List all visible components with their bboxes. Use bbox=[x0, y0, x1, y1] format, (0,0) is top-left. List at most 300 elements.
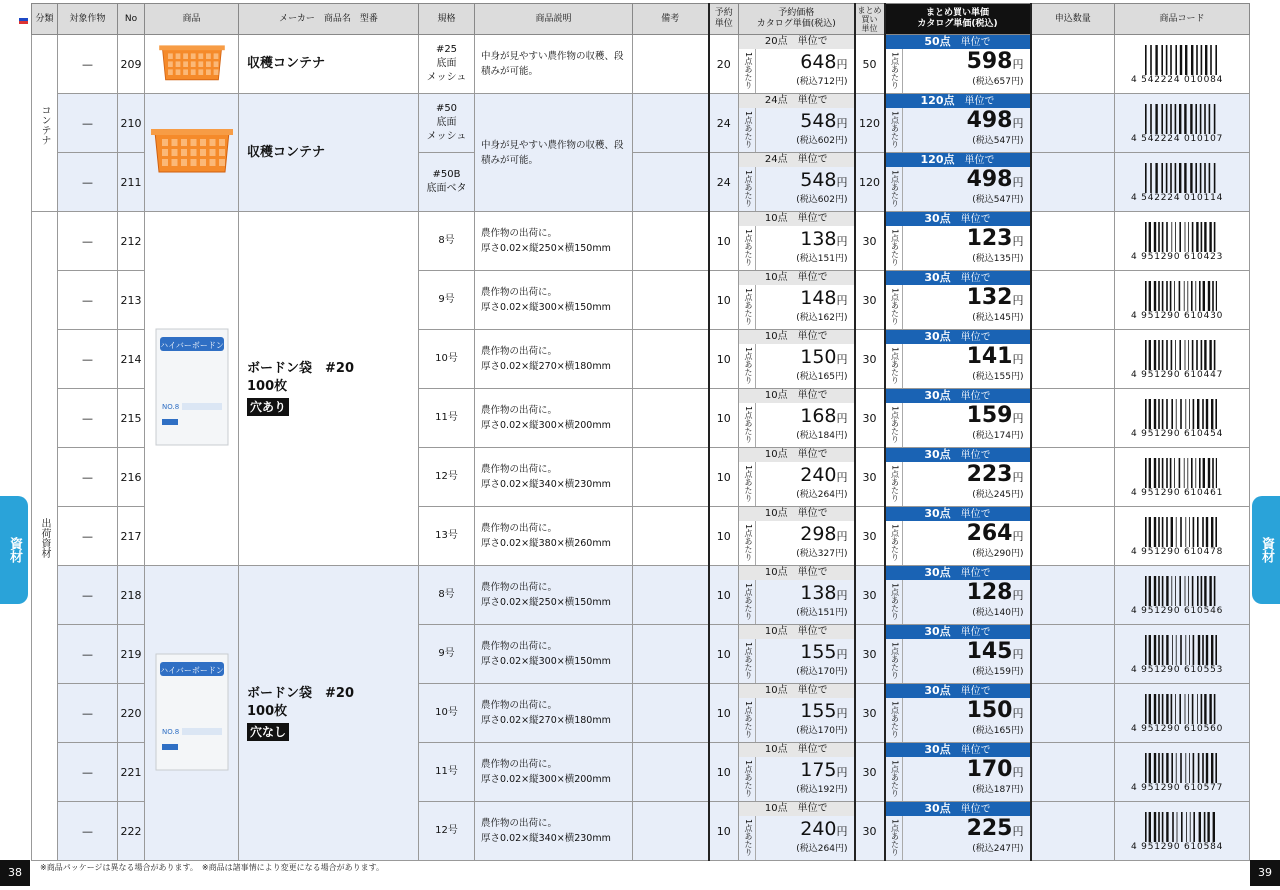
per-unit-label: 1点あたり bbox=[739, 403, 756, 447]
desc-cell: 農作物の出荷に。 厚さ0.02×縦340×横230mm bbox=[475, 802, 633, 861]
crop-cell: — bbox=[58, 212, 118, 271]
code-cell bbox=[1115, 153, 1250, 212]
yen-label: 円 bbox=[1012, 648, 1024, 661]
resv-unit-banner bbox=[739, 212, 854, 226]
crop-cell: — bbox=[58, 684, 118, 743]
bulk-price-value: 170 bbox=[966, 757, 1013, 782]
crop-cell: — bbox=[58, 448, 118, 507]
note-cell bbox=[633, 389, 709, 448]
bulk-unit-cell: 120 bbox=[855, 94, 885, 153]
page-number-right: 39 bbox=[1250, 860, 1280, 886]
resv-price bbox=[800, 404, 847, 431]
yen-label: 円 bbox=[1012, 353, 1024, 366]
resv-unit-count: 10点 bbox=[764, 803, 788, 814]
resv-price-value: 168 bbox=[800, 405, 837, 427]
col-crop: 対象作物 bbox=[58, 4, 118, 35]
side-tab-left: 資材 bbox=[0, 496, 28, 604]
barcode-icon bbox=[1145, 340, 1217, 370]
per-unit-label: 1点あたり bbox=[739, 285, 756, 329]
bulk-unit-banner bbox=[886, 743, 1030, 757]
per-unit-label: 1点あたり bbox=[739, 580, 756, 624]
table-row bbox=[32, 35, 1250, 94]
resv-price bbox=[800, 168, 847, 195]
bulk-price bbox=[967, 345, 1024, 372]
bulk-price-value: 128 bbox=[966, 580, 1013, 605]
bulk-unit-banner bbox=[886, 507, 1030, 521]
resv-unit-banner bbox=[739, 684, 854, 698]
bulk-tax: (税込135円) bbox=[972, 254, 1024, 264]
resv-unit-count: 24点 bbox=[764, 154, 788, 165]
desc-cell: 農作物の出荷に。 厚さ0.02×縦250×横150mm bbox=[475, 212, 633, 271]
barcode-icon bbox=[1145, 576, 1217, 606]
svg-text:ハイバーボードン: ハイバーボードン bbox=[159, 665, 224, 675]
resv-tax: (税込184円) bbox=[796, 431, 848, 441]
yen-label: 円 bbox=[836, 58, 848, 71]
resv-tax: (税込170円) bbox=[796, 667, 848, 677]
bulk-unit-banner bbox=[886, 389, 1030, 403]
code-cell bbox=[1115, 330, 1250, 389]
product-code: 4 542224 010107 bbox=[1131, 134, 1224, 144]
bulk-price-value: 141 bbox=[966, 344, 1013, 369]
bulk-price-cell bbox=[885, 507, 1031, 566]
unit-suffix: 単位で bbox=[797, 331, 828, 342]
unit-suffix: 単位で bbox=[797, 95, 828, 106]
bulk-price bbox=[967, 522, 1024, 549]
resv-unit-banner bbox=[739, 743, 854, 757]
crop-cell: — bbox=[58, 389, 118, 448]
order-qty-input[interactable] bbox=[1031, 507, 1115, 566]
desc-cell: 農作物の出荷に。 厚さ0.02×縦300×横150mm bbox=[475, 271, 633, 330]
bulk-unit-banner bbox=[886, 271, 1030, 285]
bulk-price-cell bbox=[885, 330, 1031, 389]
bulk-unit-count: 30点 bbox=[924, 684, 951, 697]
order-qty-input[interactable] bbox=[1031, 625, 1115, 684]
yen-label: 円 bbox=[1012, 707, 1024, 720]
bulk-price bbox=[967, 168, 1024, 195]
spec-cell: 9号 bbox=[419, 271, 475, 330]
resv-price-cell bbox=[739, 625, 855, 684]
spec-cell: 10号 bbox=[419, 684, 475, 743]
flag-icon bbox=[19, 18, 28, 24]
resv-price bbox=[800, 345, 847, 372]
barcode-icon bbox=[1145, 812, 1217, 842]
spec-cell: 9号 bbox=[419, 625, 475, 684]
spec-cell: #25 底面 メッシュ bbox=[419, 35, 475, 94]
resv-unit-cell: 24 bbox=[709, 153, 739, 212]
bulk-price-value: 132 bbox=[966, 285, 1013, 310]
product-name-cell bbox=[239, 212, 419, 566]
resv-tax: (税込264円) bbox=[796, 844, 848, 854]
resv-price-value: 155 bbox=[800, 641, 837, 663]
yen-label: 円 bbox=[836, 825, 848, 838]
bulk-unit-banner bbox=[886, 330, 1030, 344]
bulk-unit-count: 30点 bbox=[924, 389, 951, 402]
bulk-unit-cell: 30 bbox=[855, 271, 885, 330]
unit-suffix: 単位で bbox=[797, 36, 828, 47]
crop-cell: — bbox=[58, 330, 118, 389]
col-order-qty: 申込数量 bbox=[1031, 4, 1115, 35]
resv-price bbox=[800, 522, 847, 549]
product-image-cell bbox=[145, 35, 239, 94]
bulk-tax: (税込159円) bbox=[972, 667, 1024, 677]
unit-suffix: 単位で bbox=[960, 450, 991, 461]
crate-image bbox=[149, 43, 235, 83]
unit-suffix: 単位で bbox=[960, 509, 991, 520]
crop-cell: — bbox=[58, 507, 118, 566]
unit-suffix: 単位で bbox=[960, 568, 991, 579]
resv-tax: (税込170円) bbox=[796, 726, 848, 736]
resv-unit-cell: 10 bbox=[709, 566, 739, 625]
spec-cell: 13号 bbox=[419, 507, 475, 566]
resv-price-cell bbox=[739, 507, 855, 566]
note-cell bbox=[633, 507, 709, 566]
yen-label: 円 bbox=[836, 117, 848, 130]
bulk-unit-count: 50点 bbox=[924, 35, 951, 48]
note-cell bbox=[633, 212, 709, 271]
per-unit-label: 1点あたり bbox=[886, 639, 903, 683]
unit-suffix: 単位で bbox=[960, 627, 991, 638]
resv-unit-banner bbox=[739, 35, 854, 49]
resv-unit-count: 10点 bbox=[764, 567, 788, 578]
bulk-price bbox=[967, 109, 1024, 136]
yen-label: 円 bbox=[1012, 471, 1024, 484]
bulk-price-value: 145 bbox=[966, 639, 1013, 664]
per-unit-label: 1点あたり bbox=[886, 226, 903, 270]
resv-unit-cell: 10 bbox=[709, 625, 739, 684]
resv-unit-banner bbox=[739, 448, 854, 462]
resv-price-cell bbox=[739, 802, 855, 861]
col-code: 商品コード bbox=[1115, 4, 1250, 35]
resv-tax: (税込151円) bbox=[796, 608, 848, 618]
code-cell bbox=[1115, 625, 1250, 684]
resv-unit-cell: 10 bbox=[709, 330, 739, 389]
col-spec: 規格 bbox=[419, 4, 475, 35]
bulk-price-cell bbox=[885, 94, 1031, 153]
note-cell bbox=[633, 330, 709, 389]
bulk-unit-banner bbox=[886, 212, 1030, 226]
product-code: 4 951290 610423 bbox=[1131, 252, 1224, 262]
per-unit-label: 1点あたり bbox=[739, 639, 756, 683]
code-cell bbox=[1115, 271, 1250, 330]
code-cell bbox=[1115, 94, 1250, 153]
table-row bbox=[32, 212, 1250, 271]
bulk-unit-cell: 30 bbox=[855, 743, 885, 802]
resv-tax: (税込151円) bbox=[796, 254, 848, 264]
resv-unit-count: 10点 bbox=[764, 390, 788, 401]
bulk-unit-banner bbox=[886, 802, 1030, 816]
bulk-price-value: 123 bbox=[966, 226, 1013, 251]
barcode-icon bbox=[1145, 458, 1217, 488]
table-row bbox=[32, 566, 1250, 625]
resv-price-cell bbox=[739, 94, 855, 153]
bulk-price bbox=[967, 463, 1024, 490]
bulk-unit-cell: 30 bbox=[855, 802, 885, 861]
yen-label: 円 bbox=[836, 648, 848, 661]
yen-label: 円 bbox=[1012, 825, 1024, 838]
resv-price bbox=[800, 758, 847, 785]
code-cell bbox=[1115, 684, 1250, 743]
resv-price-value: 548 bbox=[800, 110, 837, 132]
resv-price-value: 138 bbox=[800, 582, 837, 604]
product-code: 4 951290 610553 bbox=[1131, 665, 1224, 675]
resv-price-cell bbox=[739, 212, 855, 271]
resv-unit-cell: 10 bbox=[709, 448, 739, 507]
resv-price bbox=[800, 109, 847, 136]
desc-cell: 農作物の出荷に。 厚さ0.02×縦300×横150mm bbox=[475, 625, 633, 684]
code-cell bbox=[1115, 507, 1250, 566]
resv-tax: (税込602円) bbox=[796, 195, 848, 205]
per-unit-label: 1点あたり bbox=[739, 167, 756, 211]
code-cell bbox=[1115, 389, 1250, 448]
resv-price bbox=[800, 50, 847, 77]
svg-text:ハイバーボードン: ハイバーボードン bbox=[159, 341, 224, 350]
unit-suffix: 単位で bbox=[960, 391, 991, 402]
order-qty-input[interactable] bbox=[1031, 566, 1115, 625]
per-unit-label: 1点あたり bbox=[739, 521, 756, 565]
bulk-unit-cell: 30 bbox=[855, 330, 885, 389]
resv-unit-cell: 10 bbox=[709, 507, 739, 566]
resv-price bbox=[800, 286, 847, 313]
bulk-price bbox=[967, 581, 1024, 608]
resv-price-cell bbox=[739, 271, 855, 330]
bulk-unit-count: 30点 bbox=[924, 448, 951, 461]
order-qty-input[interactable] bbox=[1031, 94, 1115, 153]
unit-suffix: 単位で bbox=[960, 332, 991, 343]
yen-label: 円 bbox=[836, 589, 848, 602]
bulk-price bbox=[967, 640, 1024, 667]
footer-note: ※商品パッケージは異なる場合があります。 ※商品は諸事情により変更になる場合があります。 bbox=[40, 863, 384, 872]
resv-price-value: 298 bbox=[800, 523, 837, 545]
bulk-tax: (税込187円) bbox=[972, 785, 1024, 795]
resv-price-cell bbox=[739, 389, 855, 448]
barcode-icon bbox=[1145, 281, 1217, 311]
crate-image bbox=[149, 123, 235, 179]
order-qty-input[interactable] bbox=[1031, 212, 1115, 271]
resv-price-value: 148 bbox=[800, 287, 837, 309]
bulk-price-value: 225 bbox=[966, 816, 1013, 841]
per-unit-label: 1点あたり bbox=[886, 344, 903, 388]
table-header bbox=[32, 4, 1250, 35]
bulk-price-cell bbox=[885, 271, 1031, 330]
product-name: 収穫コンテナ bbox=[239, 35, 419, 94]
no-cell: 222 bbox=[118, 802, 145, 861]
per-unit-label: 1点あたり bbox=[739, 108, 756, 152]
order-qty-input[interactable] bbox=[1031, 743, 1115, 802]
code-cell bbox=[1115, 35, 1250, 94]
resv-unit-count: 10点 bbox=[764, 744, 788, 755]
unit-suffix: 単位で bbox=[960, 273, 991, 284]
spec-cell: 12号 bbox=[419, 448, 475, 507]
barcode-icon bbox=[1145, 694, 1217, 724]
unit-suffix: 単位で bbox=[797, 213, 828, 224]
resv-unit-banner bbox=[739, 330, 854, 344]
bulk-price-cell bbox=[885, 684, 1031, 743]
resv-unit-count: 10点 bbox=[764, 449, 788, 460]
product-code: 4 542224 010084 bbox=[1131, 75, 1224, 85]
bulk-price-cell bbox=[885, 448, 1031, 507]
resv-price bbox=[800, 463, 847, 490]
resv-price-value: 648 bbox=[800, 51, 837, 73]
resv-unit-count: 10点 bbox=[764, 685, 788, 696]
resv-unit-banner bbox=[739, 625, 854, 639]
no-cell: 209 bbox=[118, 35, 145, 94]
order-qty-input[interactable] bbox=[1031, 389, 1115, 448]
product-name: ボードン袋 #20 bbox=[247, 361, 354, 376]
bulk-unit-count: 30点 bbox=[924, 271, 951, 284]
resv-unit-cell: 10 bbox=[709, 271, 739, 330]
bulk-tax: (税込245円) bbox=[972, 490, 1024, 500]
spec-cell: 8号 bbox=[419, 212, 475, 271]
per-unit-label: 1点あたり bbox=[739, 698, 756, 742]
product-code: 4 542224 010114 bbox=[1131, 193, 1224, 203]
crop-cell: — bbox=[58, 802, 118, 861]
order-qty-input[interactable] bbox=[1031, 448, 1115, 507]
yen-label: 円 bbox=[836, 471, 848, 484]
resv-tax: (税込712円) bbox=[796, 77, 848, 87]
bulk-unit-cell: 30 bbox=[855, 448, 885, 507]
yen-label: 円 bbox=[836, 530, 848, 543]
resv-unit-cell: 10 bbox=[709, 684, 739, 743]
order-qty-input[interactable] bbox=[1031, 684, 1115, 743]
resv-unit-cell: 10 bbox=[709, 743, 739, 802]
bulk-tax: (税込547円) bbox=[972, 136, 1024, 146]
bulk-price-cell bbox=[885, 389, 1031, 448]
bulk-price-cell bbox=[885, 625, 1031, 684]
order-qty-input[interactable] bbox=[1031, 153, 1115, 212]
spec-cell: #50B 底面ベタ bbox=[419, 153, 475, 212]
page-number-left: 38 bbox=[0, 860, 30, 886]
order-qty-input[interactable] bbox=[1031, 330, 1115, 389]
no-cell: 212 bbox=[118, 212, 145, 271]
bulk-unit-count: 120点 bbox=[920, 94, 955, 107]
order-qty-input[interactable] bbox=[1031, 802, 1115, 861]
resv-unit-count: 20点 bbox=[764, 36, 788, 47]
spec-cell: 12号 bbox=[419, 802, 475, 861]
no-cell: 213 bbox=[118, 271, 145, 330]
yen-label: 円 bbox=[1012, 530, 1024, 543]
resv-unit-banner bbox=[739, 153, 854, 167]
unit-suffix: 単位で bbox=[960, 745, 991, 756]
yen-label: 円 bbox=[836, 766, 848, 779]
bulk-unit-count: 120点 bbox=[920, 153, 955, 166]
bulk-unit-cell: 30 bbox=[855, 625, 885, 684]
yen-label: 円 bbox=[1012, 235, 1024, 248]
spec-cell: #50 底面 メッシュ bbox=[419, 94, 475, 153]
product-qty: 100枚 bbox=[247, 703, 288, 719]
col-resv-price: 予約価格 カタログ単価(税込) bbox=[739, 4, 855, 35]
spec-cell: 10号 bbox=[419, 330, 475, 389]
bulk-price-cell bbox=[885, 212, 1031, 271]
crop-cell: — bbox=[58, 35, 118, 94]
code-cell bbox=[1115, 448, 1250, 507]
yen-label: 円 bbox=[836, 294, 848, 307]
note-cell bbox=[633, 566, 709, 625]
bulk-tax: (税込174円) bbox=[972, 431, 1024, 441]
resv-unit-cell: 24 bbox=[709, 94, 739, 153]
no-cell: 214 bbox=[118, 330, 145, 389]
product-code: 4 951290 610461 bbox=[1131, 488, 1224, 498]
resv-unit-banner bbox=[739, 802, 854, 816]
bulk-unit-cell: 30 bbox=[855, 684, 885, 743]
unit-suffix: 単位で bbox=[964, 96, 995, 107]
per-unit-label: 1点あたり bbox=[886, 816, 903, 860]
per-unit-label: 1点あたり bbox=[739, 816, 756, 860]
order-qty-input[interactable] bbox=[1031, 271, 1115, 330]
bulk-price-value: 498 bbox=[966, 167, 1013, 192]
yen-label: 円 bbox=[836, 412, 848, 425]
unit-suffix: 単位で bbox=[797, 626, 828, 637]
barcode-icon bbox=[1145, 222, 1217, 252]
resv-tax: (税込264円) bbox=[796, 490, 848, 500]
unit-suffix: 単位で bbox=[797, 154, 828, 165]
per-unit-label: 1点あたり bbox=[886, 167, 903, 211]
per-unit-label: 1点あたり bbox=[886, 49, 903, 93]
product-code: 4 951290 610560 bbox=[1131, 724, 1224, 734]
no-cell: 218 bbox=[118, 566, 145, 625]
yen-label: 円 bbox=[1012, 766, 1024, 779]
bulk-price bbox=[967, 817, 1024, 844]
resv-unit-banner bbox=[739, 389, 854, 403]
product-image-cell bbox=[145, 566, 239, 861]
resv-price-cell bbox=[739, 330, 855, 389]
order-qty-input[interactable] bbox=[1031, 35, 1115, 94]
bulk-unit-banner bbox=[886, 566, 1030, 580]
unit-suffix: 単位で bbox=[797, 508, 828, 519]
bulk-price bbox=[967, 404, 1024, 431]
product-table-wrap bbox=[31, 3, 1249, 861]
desc-cell: 農作物の出荷に。 厚さ0.02×縦270×横180mm bbox=[475, 330, 633, 389]
resv-unit-cell: 20 bbox=[709, 35, 739, 94]
desc-cell: 農作物の出荷に。 厚さ0.02×縦270×横180mm bbox=[475, 684, 633, 743]
col-desc: 商品説明 bbox=[475, 4, 633, 35]
col-resv-unit: 予約 単位 bbox=[709, 4, 739, 35]
desc-cell: 農作物の出荷に。 厚さ0.02×縦340×横230mm bbox=[475, 448, 633, 507]
resv-price bbox=[800, 640, 847, 667]
yen-label: 円 bbox=[1012, 117, 1024, 130]
resv-unit-count: 10点 bbox=[764, 331, 788, 342]
bulk-unit-count: 30点 bbox=[924, 330, 951, 343]
per-unit-label: 1点あたり bbox=[739, 49, 756, 93]
unit-suffix: 単位で bbox=[797, 390, 828, 401]
no-cell: 216 bbox=[118, 448, 145, 507]
note-cell bbox=[633, 684, 709, 743]
resv-unit-banner bbox=[739, 566, 854, 580]
no-cell: 211 bbox=[118, 153, 145, 212]
table-row bbox=[32, 94, 1250, 153]
resv-unit-count: 10点 bbox=[764, 213, 788, 224]
spec-cell: 8号 bbox=[419, 566, 475, 625]
bag-image bbox=[152, 292, 232, 482]
bulk-price bbox=[967, 699, 1024, 726]
bulk-unit-banner bbox=[886, 448, 1030, 462]
resv-unit-count: 24点 bbox=[764, 95, 788, 106]
no-cell: 210 bbox=[118, 94, 145, 153]
yen-label: 円 bbox=[1012, 58, 1024, 71]
bulk-price-value: 223 bbox=[966, 462, 1013, 487]
resv-unit-count: 10点 bbox=[764, 272, 788, 283]
product-image-cell bbox=[145, 94, 239, 212]
per-unit-label: 1点あたり bbox=[886, 285, 903, 329]
note-cell bbox=[633, 802, 709, 861]
per-unit-label: 1点あたり bbox=[886, 580, 903, 624]
desc-cell: 中身が見やすい農作物の収穫、段積みが可能。 bbox=[475, 94, 633, 212]
resv-price-cell bbox=[739, 684, 855, 743]
product-code: 4 951290 610478 bbox=[1131, 547, 1224, 557]
desc-cell: 農作物の出荷に。 厚さ0.02×縦380×横260mm bbox=[475, 507, 633, 566]
barcode-icon bbox=[1145, 45, 1217, 75]
unit-suffix: 単位で bbox=[797, 685, 828, 696]
category-cell: 出荷資材 bbox=[32, 212, 58, 861]
